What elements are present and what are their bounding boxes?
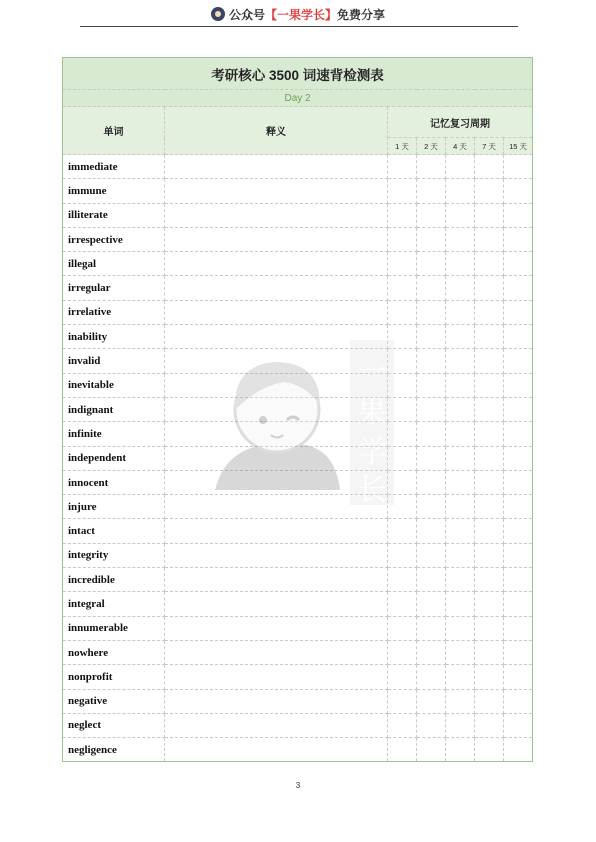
- review-check-cell[interactable]: [388, 543, 417, 567]
- column-header-review: 记忆复习周期: [388, 107, 533, 138]
- word-cell: illegal: [63, 252, 165, 276]
- meaning-cell[interactable]: [165, 252, 388, 276]
- review-check-cell[interactable]: [475, 568, 504, 592]
- header-divider: [80, 26, 518, 27]
- table-row: [63, 325, 533, 349]
- table-row: [63, 179, 533, 203]
- review-check-cell[interactable]: [446, 349, 475, 373]
- sheet-title: 考研核心 3500 词速背检测表: [63, 58, 533, 90]
- review-check-cell[interactable]: [475, 665, 504, 689]
- review-check-cell[interactable]: [388, 519, 417, 543]
- word-cell: inevitable: [63, 373, 165, 397]
- review-check-cell[interactable]: [446, 592, 475, 616]
- review-check-cell[interactable]: [446, 276, 475, 300]
- word-cell: integrity: [63, 543, 165, 567]
- word-cell: irregular: [63, 276, 165, 300]
- table-row: [63, 349, 533, 373]
- review-check-cell[interactable]: [504, 252, 533, 276]
- review-check-cell[interactable]: [504, 446, 533, 470]
- review-day-header-2: 2 天: [417, 138, 446, 155]
- table-row: [63, 276, 533, 300]
- review-check-cell[interactable]: [504, 227, 533, 251]
- word-cell: irrespective: [63, 227, 165, 251]
- review-check-cell[interactable]: [446, 713, 475, 737]
- review-check-cell[interactable]: [417, 252, 446, 276]
- review-check-cell[interactable]: [446, 616, 475, 640]
- page-number: 3: [295, 781, 301, 790]
- meaning-cell[interactable]: [165, 203, 388, 227]
- word-cell: illiterate: [63, 203, 165, 227]
- review-check-cell[interactable]: [475, 276, 504, 300]
- review-check-cell[interactable]: [446, 640, 475, 664]
- table-row: [63, 592, 533, 616]
- review-check-cell[interactable]: [417, 543, 446, 567]
- review-check-cell[interactable]: [388, 568, 417, 592]
- review-check-cell[interactable]: [504, 470, 533, 494]
- review-check-cell[interactable]: [446, 252, 475, 276]
- review-check-cell[interactable]: [417, 568, 446, 592]
- word-cell: immune: [63, 179, 165, 203]
- review-check-cell[interactable]: [504, 713, 533, 737]
- review-check-cell[interactable]: [388, 592, 417, 616]
- review-check-cell[interactable]: [504, 592, 533, 616]
- word-cell: intact: [63, 519, 165, 543]
- review-check-cell[interactable]: [504, 373, 533, 397]
- review-check-cell[interactable]: [504, 495, 533, 519]
- review-check-cell[interactable]: [446, 543, 475, 567]
- meaning-cell[interactable]: [165, 616, 388, 640]
- table-row: [63, 519, 533, 543]
- review-check-cell[interactable]: [388, 203, 417, 227]
- review-check-cell[interactable]: [504, 349, 533, 373]
- review-check-cell[interactable]: [417, 713, 446, 737]
- review-check-cell[interactable]: [388, 179, 417, 203]
- review-check-cell[interactable]: [446, 738, 475, 762]
- header-brand-open: 【: [264, 8, 277, 22]
- word-cell: nonprofit: [63, 665, 165, 689]
- review-check-cell[interactable]: [504, 738, 533, 762]
- vocab-sheet-table: [62, 57, 533, 762]
- review-check-cell[interactable]: [446, 397, 475, 421]
- meaning-cell[interactable]: [165, 446, 388, 470]
- word-cell: innumerable: [63, 616, 165, 640]
- word-cell: inability: [63, 325, 165, 349]
- review-check-cell[interactable]: [388, 155, 417, 179]
- table-row: [63, 203, 533, 227]
- table-row: [63, 568, 533, 592]
- review-check-cell[interactable]: [417, 227, 446, 251]
- review-check-cell[interactable]: [446, 568, 475, 592]
- review-check-cell[interactable]: [417, 276, 446, 300]
- table-row: [63, 495, 533, 519]
- word-cell: infinite: [63, 422, 165, 446]
- review-check-cell[interactable]: [417, 325, 446, 349]
- review-check-cell[interactable]: [475, 300, 504, 324]
- table-row: [63, 689, 533, 713]
- review-check-cell[interactable]: [417, 640, 446, 664]
- review-day-header-4: 7 天: [475, 138, 504, 155]
- review-check-cell[interactable]: [475, 422, 504, 446]
- review-check-cell[interactable]: [446, 495, 475, 519]
- review-check-cell[interactable]: [475, 616, 504, 640]
- review-check-cell[interactable]: [504, 422, 533, 446]
- review-check-cell[interactable]: [417, 689, 446, 713]
- review-check-cell[interactable]: [388, 616, 417, 640]
- watermark-char-4: 长: [357, 473, 387, 505]
- meaning-cell[interactable]: [165, 495, 388, 519]
- meaning-cell[interactable]: [165, 227, 388, 251]
- review-check-cell[interactable]: [446, 373, 475, 397]
- meaning-cell[interactable]: [165, 422, 388, 446]
- review-check-cell[interactable]: [388, 276, 417, 300]
- review-check-cell[interactable]: [446, 203, 475, 227]
- review-check-cell[interactable]: [475, 373, 504, 397]
- review-check-cell[interactable]: [504, 689, 533, 713]
- review-check-cell[interactable]: [388, 665, 417, 689]
- review-check-cell[interactable]: [388, 397, 417, 421]
- review-check-cell[interactable]: [417, 519, 446, 543]
- header-brand: 一果学长: [276, 8, 325, 22]
- review-check-cell[interactable]: [388, 349, 417, 373]
- column-header-meaning: 释义: [165, 107, 388, 155]
- meaning-cell[interactable]: [165, 155, 388, 179]
- review-day-header-3: 4 天: [446, 138, 475, 155]
- table-row: [63, 373, 533, 397]
- review-check-cell[interactable]: [475, 713, 504, 737]
- word-cell: indignant: [63, 397, 165, 421]
- review-check-cell[interactable]: [504, 203, 533, 227]
- meaning-cell[interactable]: [165, 640, 388, 664]
- review-check-cell[interactable]: [388, 738, 417, 762]
- review-check-cell[interactable]: [475, 397, 504, 421]
- review-check-cell[interactable]: [417, 203, 446, 227]
- word-cell: invalid: [63, 349, 165, 373]
- review-check-cell[interactable]: [417, 349, 446, 373]
- column-header-word: 单词: [63, 107, 165, 155]
- sheet-day: Day 2: [63, 90, 533, 107]
- meaning-cell[interactable]: [165, 519, 388, 543]
- review-check-cell[interactable]: [475, 349, 504, 373]
- review-check-cell[interactable]: [446, 325, 475, 349]
- review-check-cell[interactable]: [475, 519, 504, 543]
- review-check-cell[interactable]: [388, 713, 417, 737]
- review-check-cell[interactable]: [417, 179, 446, 203]
- review-check-cell[interactable]: [446, 155, 475, 179]
- review-check-cell[interactable]: [446, 665, 475, 689]
- word-cell: immediate: [63, 155, 165, 179]
- watermark-char-3: 学: [357, 435, 387, 470]
- meaning-cell[interactable]: [165, 373, 388, 397]
- review-check-cell[interactable]: [417, 495, 446, 519]
- review-check-cell[interactable]: [475, 155, 504, 179]
- word-cell: negligence: [63, 738, 165, 762]
- review-check-cell[interactable]: [388, 227, 417, 251]
- review-check-cell[interactable]: [475, 179, 504, 203]
- word-cell: independent: [63, 446, 165, 470]
- meaning-cell[interactable]: [165, 713, 388, 737]
- review-check-cell[interactable]: [417, 738, 446, 762]
- table-row: [63, 300, 533, 324]
- review-check-cell[interactable]: [417, 373, 446, 397]
- review-check-cell[interactable]: [446, 300, 475, 324]
- review-check-cell[interactable]: [417, 616, 446, 640]
- review-check-cell[interactable]: [388, 470, 417, 494]
- header-suffix: 免费分享: [337, 8, 386, 22]
- meaning-cell[interactable]: [165, 592, 388, 616]
- review-check-cell[interactable]: [446, 179, 475, 203]
- review-check-cell[interactable]: [504, 397, 533, 421]
- header-brand-close: 】: [325, 8, 338, 22]
- meaning-cell[interactable]: [165, 397, 388, 421]
- review-check-cell[interactable]: [475, 543, 504, 567]
- table-row: [63, 446, 533, 470]
- meaning-cell[interactable]: [165, 665, 388, 689]
- meaning-cell[interactable]: [165, 738, 388, 762]
- review-check-cell[interactable]: [417, 397, 446, 421]
- review-check-cell[interactable]: [446, 689, 475, 713]
- review-check-cell[interactable]: [504, 276, 533, 300]
- review-check-cell[interactable]: [417, 300, 446, 324]
- word-cell: neglect: [63, 713, 165, 737]
- review-check-cell[interactable]: [504, 155, 533, 179]
- table-row: [63, 397, 533, 421]
- table-row: [63, 665, 533, 689]
- review-check-cell[interactable]: [504, 179, 533, 203]
- review-check-cell[interactable]: [504, 300, 533, 324]
- header-prefix: 公众号: [228, 8, 265, 22]
- table-row: [63, 252, 533, 276]
- review-check-cell[interactable]: [475, 446, 504, 470]
- review-check-cell[interactable]: [504, 543, 533, 567]
- review-check-cell[interactable]: [388, 373, 417, 397]
- review-check-cell[interactable]: [475, 325, 504, 349]
- word-cell: nowhere: [63, 640, 165, 664]
- review-check-cell[interactable]: [504, 568, 533, 592]
- review-check-cell[interactable]: [446, 227, 475, 251]
- review-check-cell[interactable]: [475, 495, 504, 519]
- header-text: [0, 6, 596, 23]
- review-check-cell[interactable]: [388, 640, 417, 664]
- review-check-cell[interactable]: [388, 300, 417, 324]
- review-check-cell[interactable]: [475, 738, 504, 762]
- meaning-cell[interactable]: [165, 276, 388, 300]
- review-check-cell[interactable]: [504, 325, 533, 349]
- review-check-cell[interactable]: [388, 325, 417, 349]
- table-row: [63, 713, 533, 737]
- review-check-cell[interactable]: [388, 422, 417, 446]
- review-check-cell[interactable]: [475, 592, 504, 616]
- table-row: [63, 470, 533, 494]
- word-cell: injure: [63, 495, 165, 519]
- review-check-cell[interactable]: [475, 252, 504, 276]
- meaning-cell[interactable]: [165, 543, 388, 567]
- review-check-cell[interactable]: [446, 446, 475, 470]
- page-header: [0, 0, 596, 30]
- review-check-cell[interactable]: [417, 470, 446, 494]
- table-row: [63, 227, 533, 251]
- word-cell: irrelative: [63, 300, 165, 324]
- review-check-cell[interactable]: [388, 252, 417, 276]
- table-row: [63, 616, 533, 640]
- review-check-cell[interactable]: [446, 422, 475, 446]
- review-check-cell[interactable]: [388, 495, 417, 519]
- review-check-cell[interactable]: [475, 640, 504, 664]
- review-check-cell[interactable]: [475, 470, 504, 494]
- meaning-cell[interactable]: [165, 300, 388, 324]
- word-cell: incredible: [63, 568, 165, 592]
- review-check-cell[interactable]: [475, 203, 504, 227]
- review-check-cell[interactable]: [388, 446, 417, 470]
- table-row: [63, 640, 533, 664]
- table-row: [63, 738, 533, 762]
- table-row: [63, 422, 533, 446]
- review-check-cell[interactable]: [417, 665, 446, 689]
- review-check-cell[interactable]: [504, 616, 533, 640]
- review-check-cell[interactable]: [504, 665, 533, 689]
- review-check-cell[interactable]: [388, 689, 417, 713]
- review-day-header-5: 15 天: [504, 138, 533, 155]
- table-row: [63, 543, 533, 567]
- watermark-char-1: 一: [357, 355, 387, 390]
- review-check-cell[interactable]: [475, 227, 504, 251]
- review-check-cell[interactable]: [504, 640, 533, 664]
- meaning-cell[interactable]: [165, 349, 388, 373]
- table-row: [63, 155, 533, 179]
- review-check-cell[interactable]: [417, 592, 446, 616]
- word-cell: innocent: [63, 470, 165, 494]
- review-check-cell[interactable]: [417, 422, 446, 446]
- review-check-cell[interactable]: [417, 446, 446, 470]
- meaning-cell[interactable]: [165, 325, 388, 349]
- meaning-cell[interactable]: [165, 568, 388, 592]
- avatar-icon: [211, 7, 225, 21]
- meaning-cell[interactable]: [165, 689, 388, 713]
- meaning-cell[interactable]: [165, 470, 388, 494]
- word-cell: negative: [63, 689, 165, 713]
- review-check-cell[interactable]: [417, 155, 446, 179]
- review-check-cell[interactable]: [446, 470, 475, 494]
- review-check-cell[interactable]: [504, 519, 533, 543]
- meaning-cell[interactable]: [165, 179, 388, 203]
- review-check-cell[interactable]: [446, 519, 475, 543]
- word-cell: integral: [63, 592, 165, 616]
- review-day-header-1: 1 天: [388, 138, 417, 155]
- watermark-char-2: 果: [357, 395, 387, 430]
- review-check-cell[interactable]: [475, 689, 504, 713]
